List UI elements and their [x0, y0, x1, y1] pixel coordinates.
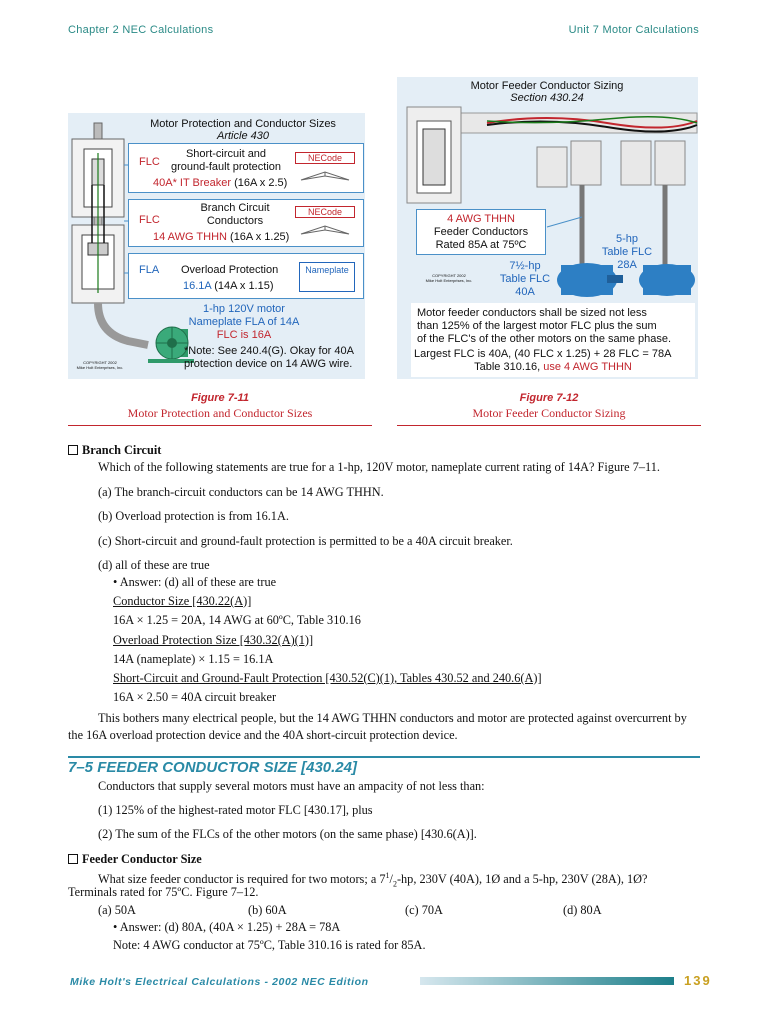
motor-5hp-line2: Table FLC — [601, 246, 653, 258]
feeder-q-line2: Terminals rated for 75ºC. Figure 7–12. — [68, 885, 259, 899]
box2-line1: Branch Circuit — [200, 202, 270, 214]
feeder-heading-text: Feeder Conductor Size — [82, 852, 202, 866]
feeder-heading — [68, 852, 202, 867]
feeder-conductor-box — [416, 209, 546, 255]
unit-header: Unit 7 Motor Calculations — [568, 24, 699, 36]
necode-label-2: NECode — [295, 206, 355, 218]
flc-label-1: FLC — [139, 156, 160, 168]
note-line1: *Note: See 240.4(G). Okay for 40A — [184, 345, 354, 357]
figure-7-11-title: Motor Protection and Conductor Sizes — [150, 118, 336, 130]
overload-heading: Overload Protection Size [430.32(A)(1)] — [113, 633, 314, 647]
caption-rule-left — [68, 425, 372, 426]
short-circuit-calc: 16A × 2.50 = 40A circuit breaker — [113, 690, 277, 704]
footer-title: Mike Holt's Electrical Calculations - 2002 NEC Edition — [70, 976, 369, 988]
motor-75hp-line1: 7½-hp — [509, 260, 541, 272]
paragraph-line2: the 16A overload protection device and the 40A short-circuit protection device. — [68, 728, 458, 742]
motor-75hp-line2: Table FLC — [499, 273, 551, 285]
code-book-icon — [299, 220, 351, 236]
feeder-q-part2: -hp, 230V (40A), 1Ø and a 5-hp, 230V (28A), 1Ø? — [396, 872, 648, 887]
box1-calc: (16A x 2.5) — [231, 177, 288, 189]
fraction-numerator: 1 — [385, 871, 390, 880]
figure-7-11 — [68, 113, 365, 379]
checkbox-icon — [68, 854, 78, 864]
copyright-2-line1: COPYRIGHT 2002 — [432, 273, 466, 278]
feeder-opt-a: (a) 50A — [98, 903, 136, 917]
motor-line3: FLC is 16A — [216, 329, 272, 341]
box3-calc: (14A x 1.15) — [211, 280, 274, 292]
short-circuit-heading: Short-Circuit and Ground-Fault Protection [430.52(C)(1), Tables 430.52 and 240.6(A)] — [113, 671, 542, 685]
figure-7-11-subtitle: Article 430 — [217, 130, 269, 142]
calc-line2b: use 4 AWG THHN — [543, 361, 632, 373]
feeder-line2: Feeder Conductors — [433, 226, 529, 238]
feeder-rule-box — [411, 303, 695, 377]
motor-line2: Nameplate FLA of 14A — [188, 316, 300, 328]
conductor-size-heading: Conductor Size [430.22(A)] — [113, 594, 252, 608]
branch-circuit-heading — [68, 443, 161, 458]
short-circuit-box — [128, 143, 364, 193]
caption-rule-right — [397, 425, 701, 426]
rule-line2: than 125% of the largest motor FLC plus the sum — [417, 320, 657, 332]
checkbox-icon — [68, 445, 78, 455]
branch-heading-text: Branch Circuit — [82, 443, 162, 457]
fraction-denominator: 2 — [392, 879, 397, 889]
calc-line1: Largest FLC is 40A, (40 FLC x 1.25) + 28 FLC = 78A — [414, 348, 672, 360]
box2-wire: 14 AWG THHN — [153, 231, 227, 243]
feeder-q-part1: What size feeder conductor is required for two motors; a 7 — [98, 872, 386, 887]
figure-7-11-number: Figure 7-11 — [191, 392, 249, 404]
fla-label: FLA — [139, 264, 160, 276]
branch-answer: • Answer: (d) all of these are true — [113, 575, 277, 589]
footer-bar — [420, 977, 674, 985]
motor-line1: 1-hp 120V motor — [203, 303, 285, 315]
feeder-question: What size feeder conductor is required for two motors; a $7^1/_2-hp$, 230V (40A), 1Ø and a 5-hp, 230V (28A), 1Ø? — [98, 871, 648, 889]
option-a: (a) The branch-circuit conductors can be 14 AWG THHN. — [98, 485, 384, 499]
motor-75hp-line3: 40A — [515, 286, 535, 298]
feeder-opt-d: (d) 80A — [563, 903, 602, 917]
option-d: (d) all of these are true — [98, 558, 210, 572]
rule-line3: of the FLC's of the other motors on the same phase. — [417, 333, 672, 345]
necode-label-1: NECode — [295, 152, 355, 164]
figure-7-12-subtitle: Section 430.24 — [510, 92, 584, 104]
copyright-1-line1: COPYRIGHT 2002 — [83, 360, 117, 365]
chapter-header: Chapter 2 NEC Calculations — [68, 24, 214, 36]
feeder-opt-c: (c) 70A — [405, 903, 443, 917]
branch-question: Which of the following statements are true for a 1-hp, 120V motor, nameplate current rating of 14A? Figure 7–11. — [98, 460, 660, 474]
section-intro: Conductors that supply several motors must have an ampacity of not less than: — [98, 779, 485, 793]
box2-calc: (16A x 1.25) — [226, 231, 290, 243]
flc-label-2: FLC — [139, 214, 160, 226]
box1-line2: ground-fault protection — [170, 161, 282, 173]
branch-conductors-box — [128, 199, 364, 247]
box1-breaker: 40A* IT Breaker — [153, 177, 232, 189]
section-item2: (2) The sum of the FLCs of the other motors (on the same phase) [430.6(A)]. — [98, 827, 477, 841]
motor-5hp-line3: 28A — [617, 259, 637, 271]
section-rule — [68, 756, 700, 758]
motor-5hp-line1: 5-hp — [615, 233, 639, 245]
box1-line1: Short-circuit and — [185, 148, 267, 160]
paragraph-line1: This bothers many electrical people, but the 14 AWG THHN conductors and motor are protected against overcurrent by — [98, 711, 687, 725]
figure-7-12-caption-title: Motor Feeder Conductor Sizing — [472, 406, 626, 420]
overload-calc: 14A (nameplate) × 1.15 = 16.1A — [113, 652, 274, 666]
overload-box — [128, 253, 364, 299]
feeder-note: Note: 4 AWG conductor at 75ºC, Table 310.16 is rated for 85A. — [113, 938, 426, 952]
figure-7-11-caption — [68, 392, 372, 421]
box2-line2: Conductors — [206, 215, 264, 227]
code-book-icon — [299, 166, 351, 182]
feeder-line3: Rated 85A at 75ºC — [435, 239, 527, 251]
box3-line1: Overload Protection — [181, 264, 279, 276]
option-c: (c) Short-circuit and ground-fault protection is permitted to be a 40A circuit breaker. — [98, 534, 513, 548]
rule-line1: Motor feeder conductors shall be sized not less — [417, 307, 647, 319]
figure-7-12-caption — [397, 392, 701, 421]
page-number: 139 — [684, 973, 712, 988]
option-b: (b) Overload protection is from 16.1A. — [98, 509, 289, 523]
copyright-1-line2: Mike Holt Enterprises, Inc. — [76, 365, 124, 370]
feeder-opt-b: (b) 60A — [248, 903, 287, 917]
nameplate-label: Nameplate — [305, 265, 349, 275]
section-item1: (1) 125% of the highest-rated motor FLC [430.17], plus — [98, 803, 373, 817]
feeder-wire: 4 AWG THHN — [447, 213, 515, 225]
feeder-answer: • Answer: (d) 80A, (40A × 1.25) + 28A = 78A — [113, 920, 341, 934]
conductor-size-calc: 16A × 1.25 = 20A, 14 AWG at 60ºC, Table 310.16 — [113, 613, 361, 627]
section-title: 7–5 FEEDER CONDUCTOR SIZE [430.24] — [68, 759, 357, 776]
figure-7-12-number: Figure 7-12 — [519, 392, 579, 404]
nameplate-icon — [299, 262, 355, 292]
figure-7-12-title: Motor Feeder Conductor Sizing — [470, 80, 624, 92]
figure-7-12 — [397, 77, 698, 379]
figure-7-11-caption-title: Motor Protection and Conductor Sizes — [127, 406, 313, 420]
calc-line2a: Table 310.16, — [474, 361, 544, 373]
box3-overload: 16.1A — [183, 280, 212, 292]
copyright-2-line2: Mike Holt Enterprises, Inc. — [425, 278, 473, 283]
note-line2: protection device on 14 AWG wire. — [184, 358, 353, 370]
